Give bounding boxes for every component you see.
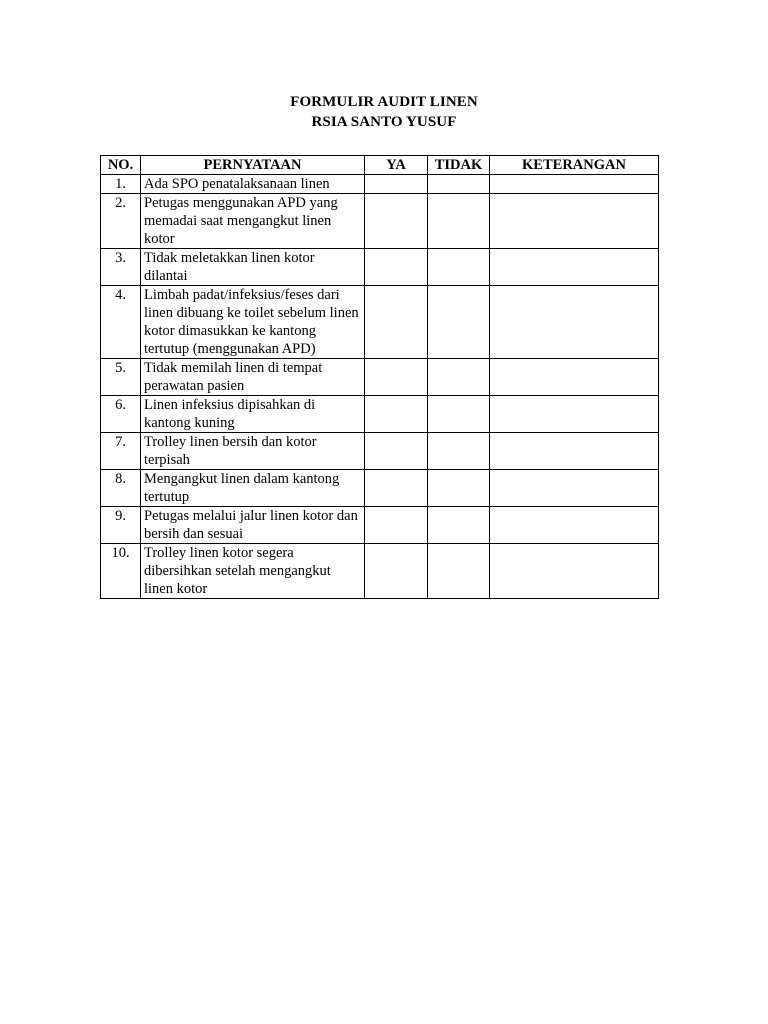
- row-number: 6.: [101, 396, 141, 433]
- row-number: 4.: [101, 286, 141, 359]
- table-row: [101, 396, 659, 433]
- table-row: [101, 194, 659, 249]
- row-number: 9.: [101, 507, 141, 544]
- title-block: [0, 92, 768, 132]
- ya-cell[interactable]: [365, 175, 428, 194]
- row-statement: Tidak meletakkan linen kotor dilantai: [141, 249, 365, 286]
- row-statement: Ada SPO penatalaksanaan linen: [141, 175, 365, 194]
- keterangan-cell[interactable]: [490, 249, 659, 286]
- keterangan-cell[interactable]: [490, 433, 659, 470]
- row-number: 2.: [101, 194, 141, 249]
- row-number: 3.: [101, 249, 141, 286]
- tidak-cell[interactable]: [428, 507, 490, 544]
- table-row: [101, 470, 659, 507]
- hospital-name: RSIA SANTO YUSUF: [311, 114, 457, 130]
- header-statement: PERNYATAAN: [141, 156, 365, 175]
- keterangan-cell[interactable]: [490, 544, 659, 599]
- row-statement: Linen infeksius dipisahkan di kantong kuning: [141, 396, 365, 433]
- ya-cell[interactable]: [365, 396, 428, 433]
- row-statement: Trolley linen kotor segera dibersihkan setelah mengangkut linen kotor: [141, 544, 365, 599]
- tidak-cell[interactable]: [428, 396, 490, 433]
- keterangan-cell[interactable]: [490, 286, 659, 359]
- tidak-cell[interactable]: [428, 433, 490, 470]
- ya-cell[interactable]: [365, 470, 428, 507]
- row-statement: Mengangkut linen dalam kantong tertutup: [141, 470, 365, 507]
- audit-table: [100, 155, 659, 599]
- ya-cell[interactable]: [365, 249, 428, 286]
- keterangan-cell[interactable]: [490, 507, 659, 544]
- tidak-cell[interactable]: [428, 249, 490, 286]
- row-number: 8.: [101, 470, 141, 507]
- row-statement: Petugas menggunakan APD yang memadai saat mengangkut linen kotor: [141, 194, 365, 249]
- header-ya: YA: [365, 156, 428, 175]
- row-statement: Tidak memilah linen di tempat perawatan pasien: [141, 359, 365, 396]
- header-tidak: TIDAK: [428, 156, 490, 175]
- row-statement: Petugas melalui jalur linen kotor dan bersih dan sesuai: [141, 507, 365, 544]
- row-statement: Limbah padat/infeksius/feses dari linen dibuang ke toilet sebelum linen kotor dimasukkan ke kantong tertutup (menggunakan APD): [141, 286, 365, 359]
- ya-cell[interactable]: [365, 286, 428, 359]
- tidak-cell[interactable]: [428, 286, 490, 359]
- row-number: 10.: [101, 544, 141, 599]
- ya-cell[interactable]: [365, 359, 428, 396]
- ya-cell[interactable]: [365, 194, 428, 249]
- keterangan-cell[interactable]: [490, 175, 659, 194]
- table-row: [101, 286, 659, 359]
- row-number: 1.: [101, 175, 141, 194]
- table-row: [101, 359, 659, 396]
- row-number: 5.: [101, 359, 141, 396]
- table-row: [101, 175, 659, 194]
- table-row: [101, 507, 659, 544]
- ya-cell[interactable]: [365, 433, 428, 470]
- tidak-cell[interactable]: [428, 544, 490, 599]
- table-header-row: [101, 156, 659, 175]
- table-row: [101, 433, 659, 470]
- tidak-cell[interactable]: [428, 359, 490, 396]
- keterangan-cell[interactable]: [490, 359, 659, 396]
- row-statement: Trolley linen bersih dan kotor terpisah: [141, 433, 365, 470]
- keterangan-cell[interactable]: [490, 470, 659, 507]
- header-keterangan: KETERANGAN: [490, 156, 659, 175]
- keterangan-cell[interactable]: [490, 194, 659, 249]
- tidak-cell[interactable]: [428, 175, 490, 194]
- keterangan-cell[interactable]: [490, 396, 659, 433]
- tidak-cell[interactable]: [428, 470, 490, 507]
- table-row: [101, 249, 659, 286]
- tidak-cell[interactable]: [428, 194, 490, 249]
- ya-cell[interactable]: [365, 507, 428, 544]
- header-no: NO.: [101, 156, 141, 175]
- form-title: FORMULIR AUDIT LINEN: [290, 94, 478, 110]
- ya-cell[interactable]: [365, 544, 428, 599]
- row-number: 7.: [101, 433, 141, 470]
- table-row: [101, 544, 659, 599]
